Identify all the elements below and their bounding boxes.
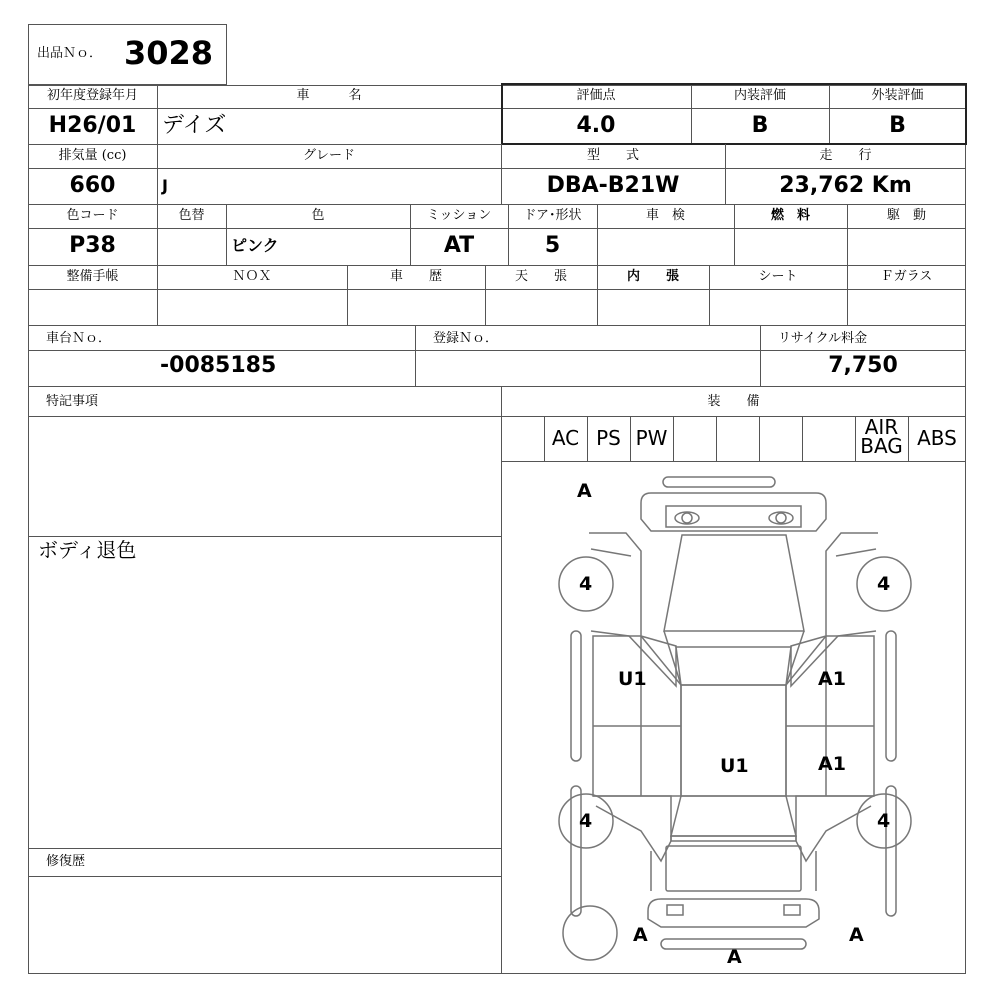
color-change-label: 色替 — [178, 208, 205, 223]
seat-label: シート — [758, 269, 798, 284]
mark-front-bumper: A — [577, 480, 592, 502]
mark-roof: U1 — [720, 755, 749, 777]
mark-rear-bumper-right: A — [849, 924, 864, 946]
interior-lining-label: 内 張 — [626, 269, 679, 284]
equipment-airbag: AIR BAG — [860, 415, 903, 458]
inspection-label: 車 検 — [645, 208, 685, 223]
equipment-ps: PS — [596, 426, 621, 450]
registration-number-label: 登録Ｎｏ． — [433, 331, 499, 346]
model-value: DBA-B21W — [546, 173, 680, 198]
fuel-label: 燃 料 — [770, 208, 810, 223]
mark-rear-door-right: A1 — [818, 753, 846, 775]
mark-front-door-left: U1 — [618, 668, 647, 690]
color-label: 色 — [311, 208, 325, 223]
front-glass-label: Ｆガラス — [880, 269, 933, 284]
lot-number-value: 3028 — [124, 34, 214, 72]
color-code-label: 色コード — [66, 208, 119, 223]
color-code-value: P38 — [69, 233, 116, 258]
drive-label: 駆 動 — [886, 208, 926, 223]
grade-value: J — [162, 176, 168, 195]
grade-label: グレード — [302, 148, 355, 163]
model-label: 型 式 — [586, 148, 639, 163]
equipment-abs: ABS — [917, 426, 957, 450]
lot-number-label: 出品Ｎｏ． — [37, 46, 103, 61]
first-registration-value: H26/01 — [48, 113, 137, 138]
door-shape-value: 5 — [544, 233, 561, 258]
mark-front-door-right: A1 — [818, 668, 846, 690]
repair-history-label: 修復歴 — [46, 854, 86, 869]
maintenance-book-label: 整備手帳 — [66, 269, 119, 284]
exterior-grade-value: B — [889, 113, 906, 138]
equipment-label: 装 備 — [707, 394, 760, 409]
first-registration-label: 初年度登録年月 — [46, 88, 138, 103]
chassis-number-value: -0085185 — [160, 353, 277, 378]
mark-tire-rear-right: 4 — [877, 810, 891, 832]
score-value: 4.0 — [576, 113, 616, 138]
mark-tire-front-right: 4 — [877, 573, 891, 595]
mark-rear-bumper-center: A — [727, 946, 742, 968]
mark-rear-bumper-left: A — [633, 924, 648, 946]
roof-lining-label: 天 張 — [514, 269, 567, 284]
interior-grade-value: B — [751, 113, 769, 138]
mileage-label: 走 行 — [819, 148, 872, 163]
vehicle-history-label: 車 歴 — [389, 269, 442, 284]
displacement-value: 660 — [69, 173, 116, 198]
score-label: 評価点 — [576, 88, 616, 103]
mission-value: AT — [443, 233, 475, 258]
mileage-value: 23,762 Km — [779, 173, 912, 198]
recycle-fee-value: 7,750 — [828, 353, 898, 378]
color-value: ピンク — [231, 236, 279, 255]
mark-tire-front-left: 4 — [579, 573, 593, 595]
chassis-number-label: 車台Ｎｏ． — [46, 331, 112, 346]
car-damage-diagram — [501, 461, 966, 974]
mark-tire-rear-left: 4 — [579, 810, 593, 832]
equipment-ac: AC — [551, 426, 580, 450]
exterior-grade-label: 外装評価 — [871, 88, 924, 103]
recycle-fee-label: リサイクル料金 — [778, 331, 868, 346]
nox-label: ＮＯＸ — [232, 269, 272, 284]
mission-label: ミッション — [426, 208, 492, 223]
car-name-value: デイズ — [162, 113, 227, 138]
lot-number-box — [28, 24, 227, 85]
displacement-label: 排気量 (cc) — [58, 148, 127, 163]
car-name-label: 車 名 — [296, 88, 362, 103]
interior-grade-label: 内装評価 — [733, 88, 786, 103]
equipment-pw: PW — [635, 426, 668, 450]
door-shape-label: ドア･形状 — [523, 208, 582, 223]
special-notes-remark: ボディ退色 — [38, 538, 137, 562]
special-notes-label: 特記事項 — [46, 394, 99, 409]
